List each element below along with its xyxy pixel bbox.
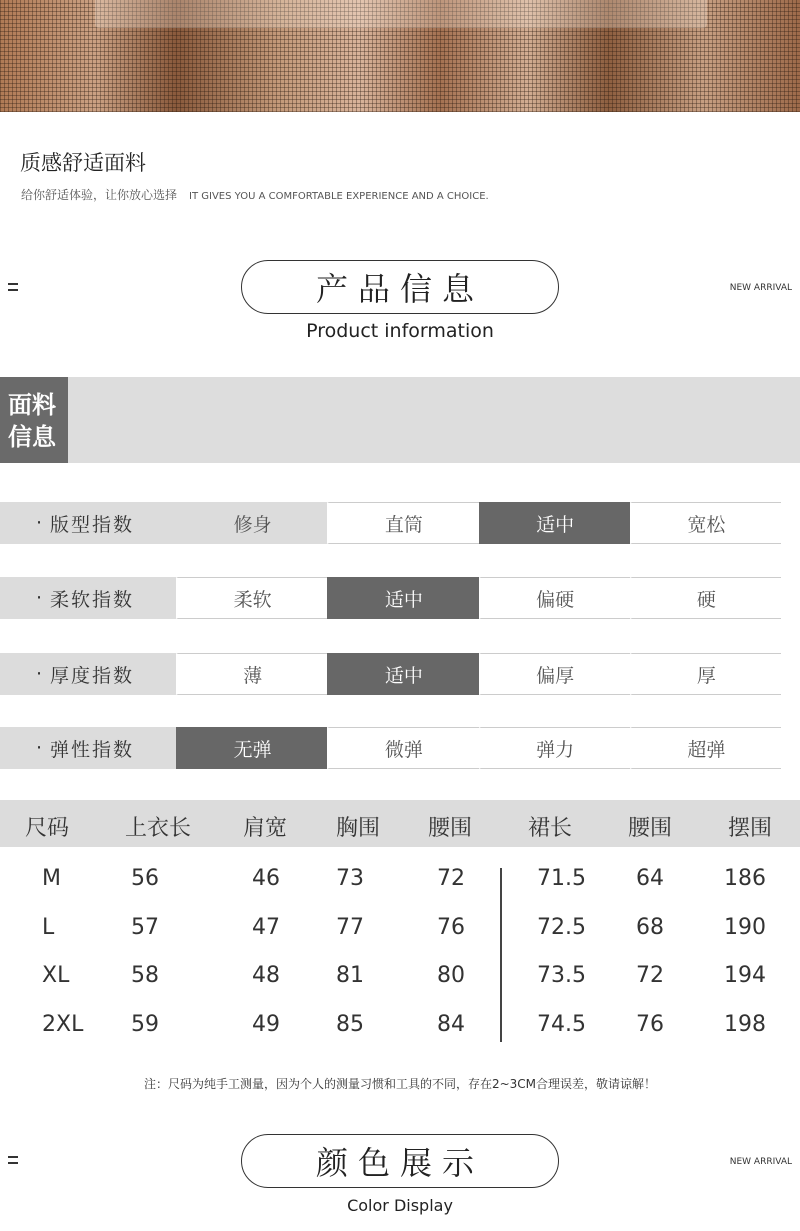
index-row [0,577,781,619]
size-header-cell: 腰围 [428,816,473,841]
index-option: 超弹 [630,727,781,769]
index-option: 偏厚 [479,653,630,695]
index-option: 适中 [479,502,630,544]
index-label [0,727,176,769]
index-label [0,653,176,695]
size-header-cell: 胸围 [336,816,381,841]
size-cell: 76 [636,1011,664,1037]
index-row [0,727,781,769]
index-option: 偏硬 [479,577,630,619]
size-cell: 84 [437,1011,465,1037]
size-table-header [0,800,800,847]
fabric-photo [0,0,800,112]
index-option: 厚 [630,653,781,695]
size-cell: 85 [336,1011,364,1037]
size-cell: 56 [131,866,159,891]
color-display-title: 颜色展示 [241,1134,559,1188]
index-option: 修身 [176,502,327,544]
new-arrival-tag: NEW ARRIVAL [729,1157,792,1167]
size-cell: 190 [724,914,766,940]
bullet-icon: · [36,587,45,609]
size-cell: 64 [636,866,664,891]
size-cell: 194 [724,963,766,988]
size-cell: 2XL [42,1011,84,1037]
size-cell: 49 [252,1011,280,1037]
size-cell: 81 [336,963,364,988]
size-cell: 76 [437,914,465,940]
size-table-divider [500,868,502,1042]
size-cell: 72 [437,866,465,891]
size-note: 注：尺码为纯手工测量，因为个人的测量习惯和工具的不同，存在2~3CM合理误差，敬请谅解！ [143,1077,657,1091]
size-cell: 71.5 [537,866,586,891]
size-cell: 48 [252,963,280,988]
bullet-icon: · [36,663,45,685]
size-cell: 198 [724,1011,766,1037]
fabric-info-tag [0,377,68,463]
index-option: 适中 [327,653,478,695]
size-cell: 46 [252,866,280,891]
size-cell: 47 [252,914,280,940]
size-header-cell: 摆围 [728,816,773,841]
size-header-cell: 尺码 [25,816,70,841]
index-option: 适中 [327,577,478,619]
index-label-text: 版型指数 [50,513,135,536]
section-mark-icon [8,283,18,293]
section-mark-icon [8,1156,18,1166]
size-cell: 72 [636,963,664,988]
size-cell: 80 [437,963,465,988]
size-cell: M [42,866,61,891]
fabric-subtitle-cn: 给你舒适体验，让你放心选择 [21,188,178,202]
size-header-cell: 肩宽 [243,816,288,841]
size-cell: 57 [131,914,159,940]
index-row [0,653,781,695]
size-cell: 73 [336,866,364,891]
fabric-subtitle [21,186,489,203]
bullet-icon: · [36,512,45,534]
size-cell: L [42,914,55,940]
size-cell: 73.5 [537,963,586,988]
index-option: 微弹 [327,727,478,769]
size-cell: 72.5 [537,914,586,940]
size-cell: 74.5 [537,1011,586,1037]
size-cell: 58 [131,963,159,988]
size-cell: 68 [636,914,664,940]
size-header-cell: 上衣长 [125,816,192,841]
fabric-title: 质感舒适面料 [20,151,146,175]
fabric-subtitle-en: IT GIVES YOU A COMFORTABLE EXPERIENCE AND A CHOICE. [189,191,489,202]
index-option: 硬 [630,577,781,619]
index-label-text: 弹性指数 [50,738,135,761]
product-info-subtitle: Product information [306,320,494,342]
fabric-info-bar [0,377,800,463]
fabric-info-label-1: 面料 [8,391,56,419]
index-label [0,577,176,619]
size-cell: 186 [724,866,766,891]
photo-caption-band [95,0,707,28]
new-arrival-tag: NEW ARRIVAL [729,283,792,293]
index-label-text: 厚度指数 [50,664,135,687]
size-cell: 77 [336,914,364,940]
product-info-title: 产品信息 [241,260,559,314]
index-option: 弹力 [479,727,630,769]
index-label-text: 柔软指数 [50,588,135,611]
index-row [0,502,781,544]
index-option: 宽松 [630,502,781,544]
size-header-cell: 裙长 [528,816,573,841]
color-display-subtitle: Color Display [347,1196,453,1215]
index-option: 薄 [176,653,327,695]
fabric-info-label-2: 信息 [8,423,56,451]
index-option: 直筒 [327,502,478,544]
index-label [0,502,176,544]
size-cell: XL [42,963,70,988]
size-header-cell: 腰围 [628,816,673,841]
index-option: 柔软 [176,577,327,619]
bullet-icon: · [36,737,45,759]
size-cell: 59 [131,1011,159,1037]
index-option: 无弹 [176,727,327,769]
